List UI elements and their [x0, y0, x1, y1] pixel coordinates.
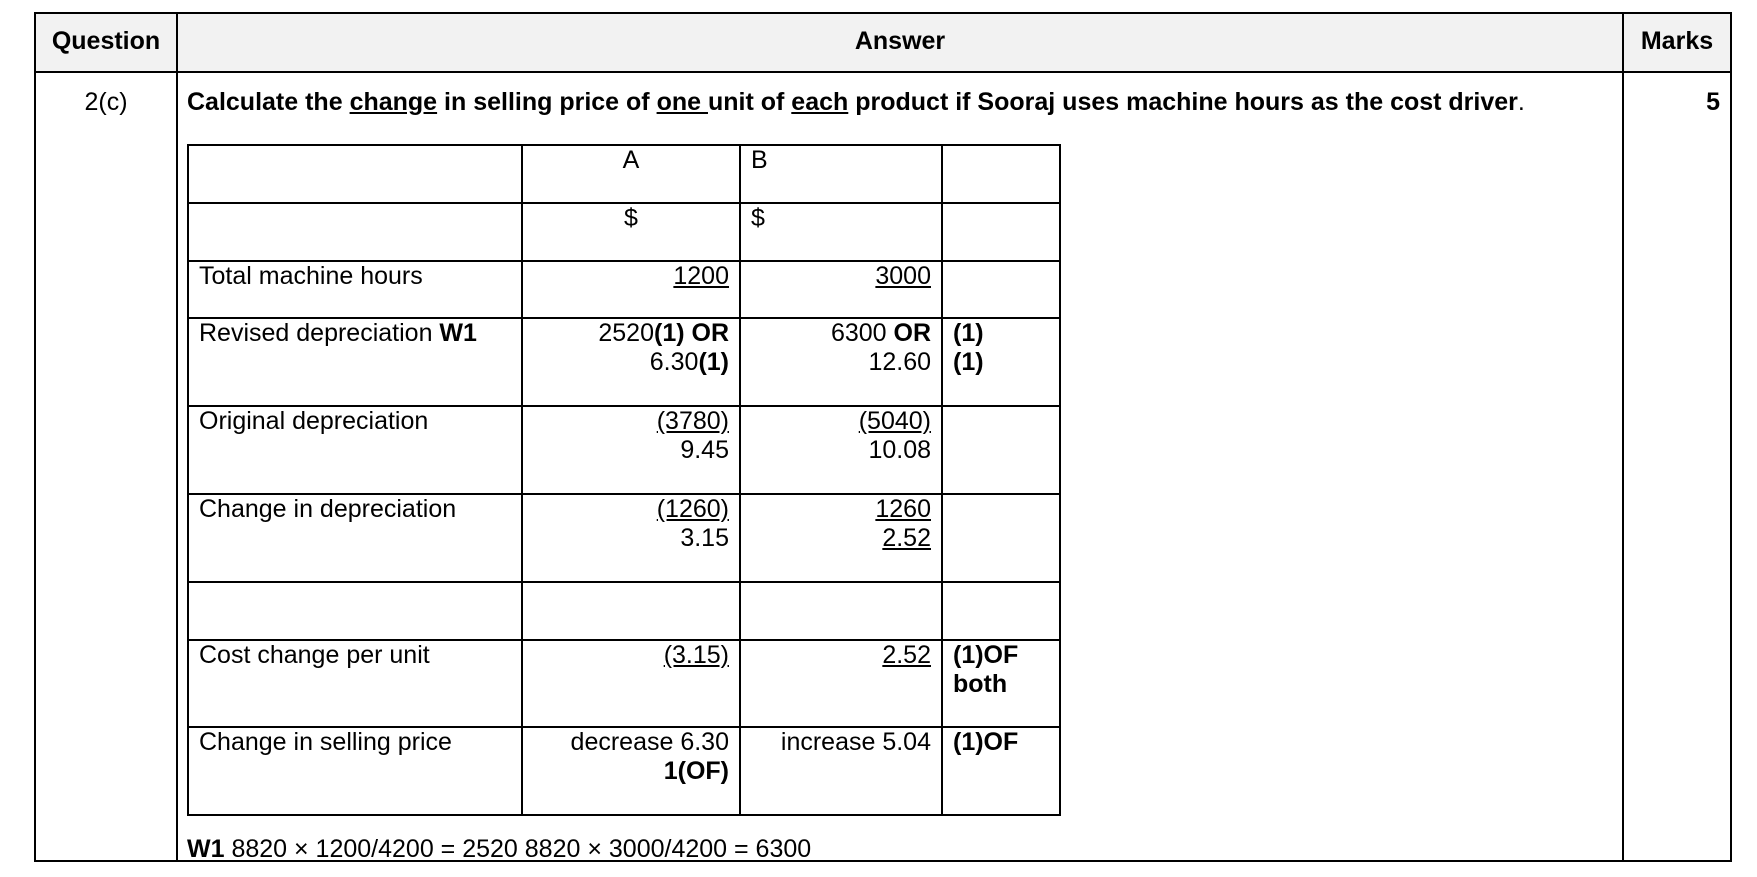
table-row: [188, 318, 1060, 406]
value-b: increase 5.04: [740, 727, 942, 815]
value-a: (3.15): [522, 640, 740, 727]
table-row: [188, 640, 1060, 727]
value-b: 6300 OR 12.60: [740, 318, 942, 406]
empty-cell: [188, 582, 522, 640]
column-a-header: A: [522, 145, 740, 203]
empty-cell: [942, 145, 1060, 203]
table-row: [188, 145, 1060, 203]
row-label: Revised depreciation W1: [188, 318, 522, 406]
value-b: 1260 2.52: [740, 494, 942, 582]
table-row: [188, 727, 1060, 815]
row-label: Change in depreciation: [188, 494, 522, 582]
question-prompt: Calculate the change in selling price of one unit of each product if Sooraj uses machine hours as the cost driver.: [187, 88, 1525, 116]
mark-scheme-table: [34, 12, 1732, 862]
value-b: 2.52: [740, 640, 942, 727]
empty-cell: [188, 145, 522, 203]
empty-cell: [188, 203, 522, 261]
value-a: decrease 6.30 1(OF): [522, 727, 740, 815]
marks-value: 5: [1706, 88, 1720, 116]
value-b: (5040) 10.08: [740, 406, 942, 494]
row-label: Total machine hours: [188, 261, 522, 318]
value-b: 3000: [740, 261, 942, 318]
mark-cell: (1)OF: [942, 727, 1060, 815]
working-note: W1 8820 × 1200/4200 = 2520 8820 × 3000/4200 = 6300: [187, 835, 812, 863]
row-label: Original depreciation: [188, 406, 522, 494]
row-label: Cost change per unit: [188, 640, 522, 727]
currency-a: $: [522, 203, 740, 261]
empty-cell: [942, 582, 1060, 640]
answer-calculation-table: [187, 144, 1061, 816]
header-marks: Marks: [1640, 27, 1714, 55]
table-row: [188, 494, 1060, 582]
value-a: (1260) 3.15: [522, 494, 740, 582]
header-answer: Answer: [854, 27, 946, 55]
currency-b: $: [740, 203, 942, 261]
value-a: (3780) 9.45: [522, 406, 740, 494]
empty-cell: [522, 582, 740, 640]
empty-cell: [942, 494, 1060, 582]
row-label: Change in selling price: [188, 727, 522, 815]
column-b-header: B: [740, 145, 942, 203]
empty-cell: [942, 261, 1060, 318]
header-question: Question: [51, 27, 161, 55]
empty-cell: [942, 203, 1060, 261]
table-row: [188, 203, 1060, 261]
question-number: 2(c): [84, 88, 128, 116]
value-a: 2520(1) OR 6.30(1): [522, 318, 740, 406]
column-divider: [1622, 14, 1624, 860]
mark-cell: (1) (1): [942, 318, 1060, 406]
mark-cell: (1)OF both: [942, 640, 1060, 727]
table-row: [188, 261, 1060, 318]
value-a: 1200: [522, 261, 740, 318]
table-row: [188, 582, 1060, 640]
empty-cell: [740, 582, 942, 640]
column-divider: [176, 14, 178, 860]
table-row: [188, 406, 1060, 494]
empty-cell: [942, 406, 1060, 494]
